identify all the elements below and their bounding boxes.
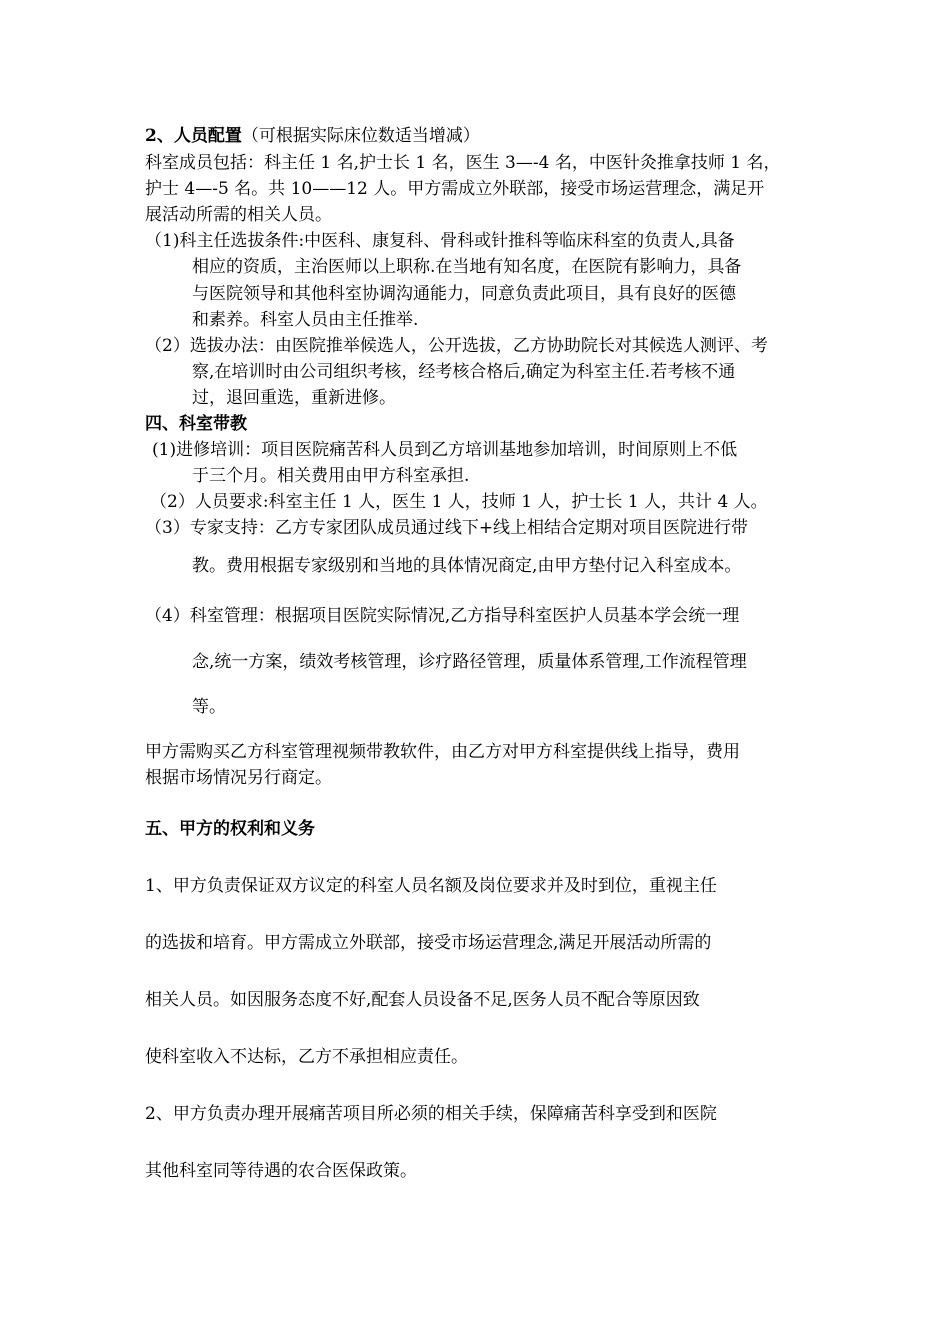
paragraph-line: 2、甲方负责办理开展痛苦项目所必须的相关手续，保障痛苦科享受到和医院 — [145, 1104, 717, 1124]
list-item-line: (1)进修培训：项目医院痛苦科人员到乙方培训基地参加培训，时间原则上不低 — [152, 440, 738, 460]
list-item-line: （2）人员要求:科室主任 1 人，医生 1 人，技师 1 人，护士长 1 人，共计 4 人。 — [150, 492, 768, 512]
section-5-heading: 五、甲方的权利和义务 — [145, 819, 315, 839]
list-item-line: （2）选拔办法：由医院推举候选人，公开选拔，乙方协助院长对其候选人测评、考 — [145, 336, 768, 356]
paragraph-line: 根据市场情况另行商定。 — [145, 768, 332, 788]
paragraph-line: 的选拔和培育。甲方需成立外联部，接受市场运营理念,满足开展活动所需的 — [145, 933, 712, 953]
paragraph-line: 护士 4—-5 名。共 10——12 人。甲方需成立外联部，接受市场运营理念，满足开 — [145, 179, 765, 199]
list-item-line: 念,统一方案，绩效考核管理，诊疗路径管理，质量体系管理,工作流程管理 — [192, 652, 747, 672]
section-2-heading — [145, 123, 480, 149]
section-2-heading-title: 2、人员配置 — [145, 126, 242, 146]
paragraph-line: 其他科室同等待遇的农合医保政策。 — [145, 1161, 417, 1181]
list-item-line: 等。 — [192, 697, 226, 717]
paragraph-line: 使科室收入不达标，乙方不承担相应责任。 — [145, 1047, 468, 1067]
list-item-line: 与医院领导和其他科室协调沟通能力，同意负责此项目，具有良好的医德 — [192, 284, 736, 304]
paragraph-line: 1、甲方负责保证双方议定的科室人员名额及岗位要求并及时到位，重视主任 — [145, 876, 717, 896]
section-2-heading-note: （可根据实际床位数适当增减） — [241, 126, 480, 146]
list-item-line: 过，退回重选，重新进修。 — [192, 388, 396, 408]
list-item-line: （4）科室管理：根据项目医院实际情况,乙方指导科室医护人员基本学会统一理 — [145, 606, 740, 626]
paragraph-line: 科室成员包括：科主任 1 名,护士长 1 名，医生 3—-4 名，中医针灸推拿技师 1 名， — [145, 153, 781, 173]
paragraph-line: 甲方需购买乙方科室管理视频带教软件，由乙方对甲方科室提供线上指导，费用 — [145, 742, 740, 762]
list-item-line: （1)科主任选拔条件:中医科、康复科、骨科或针推科等临床科室的负责人,具备 — [145, 231, 735, 251]
list-item-line: （3）专家支持：乙方专家团队成员通过线下+线上相结合定期对项目医院进行带 — [145, 518, 749, 538]
paragraph-line: 相关人员。如因服务态度不好,配套人员设备不足,医务人员不配合等原因致 — [145, 990, 700, 1010]
section-4-heading: 四、科室带教 — [145, 414, 247, 434]
list-item-line: 察,在培训时由公司组织考核，经考核合格后,确定为科室主任.若考核不通 — [192, 362, 736, 382]
paragraph-line: 展活动所需的相关人员。 — [145, 205, 332, 225]
list-item-line: 教。费用根据专家级别和当地的具体情况商定,由甲方垫付记入科室成本。 — [192, 556, 742, 576]
list-item-line: 于三个月。相关费用由甲方科室承担. — [192, 466, 470, 486]
list-item-line: 相应的资质，主治医师以上职称.在当地有知名度，在医院有影响力，具备 — [192, 257, 742, 277]
list-item-line: 和素养。科室人员由主任推举. — [192, 310, 419, 330]
